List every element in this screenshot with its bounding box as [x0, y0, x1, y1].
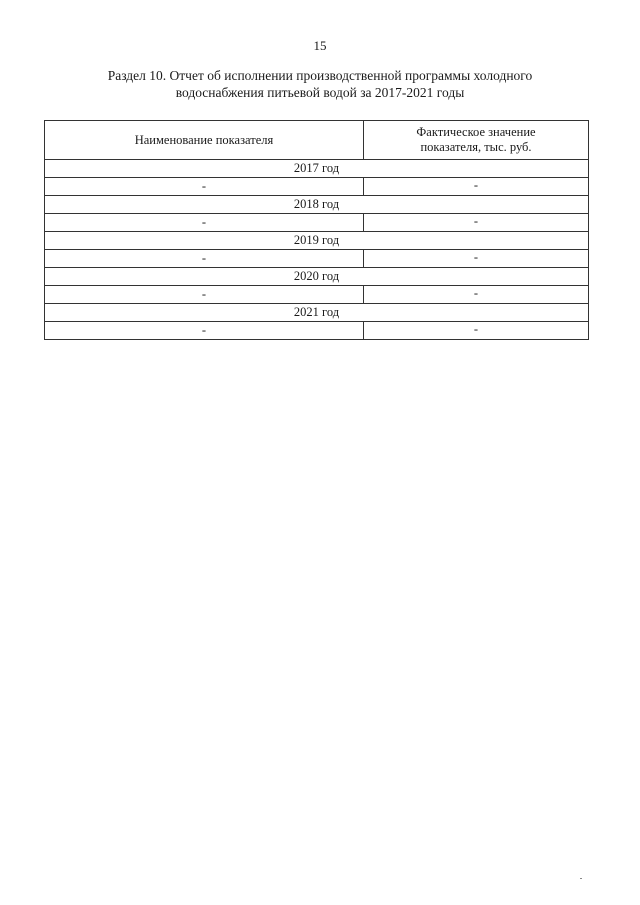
indicator-value-cell: -: [364, 178, 589, 196]
header-indicator-name: Наименование показателя: [45, 121, 364, 160]
year-label: 2017 год: [45, 160, 589, 178]
table-row: [45, 178, 589, 196]
indicator-value-cell: -: [364, 286, 589, 304]
year-row-2020: [45, 268, 589, 286]
header-actual-value: [364, 121, 589, 160]
indicator-name-cell: -: [45, 250, 364, 268]
table-row: [45, 250, 589, 268]
table-header-row: [45, 121, 589, 160]
indicator-name-cell: -: [45, 178, 364, 196]
year-label: 2019 год: [45, 232, 589, 250]
header-actual-value-line-2: показателя, тыс. руб.: [420, 140, 532, 154]
year-label: 2020 год: [45, 268, 589, 286]
header-actual-value-line-1: Фактическое значение: [416, 125, 536, 139]
table-row: [45, 214, 589, 232]
year-row-2021: [45, 304, 589, 322]
section-title-line-2: водоснабжения питьевой водой за 2017-2021 годы: [175, 85, 465, 100]
year-row-2018: [45, 196, 589, 214]
section-title-line-1: Раздел 10. Отчет об исполнении производственной программы холодного: [107, 68, 533, 83]
indicator-value-cell: -: [364, 322, 589, 340]
report-table: [44, 120, 589, 340]
table-row: [45, 322, 589, 340]
table-row: [45, 286, 589, 304]
section-title: [60, 67, 580, 101]
scan-speck: [580, 878, 582, 879]
year-label: 2021 год: [45, 304, 589, 322]
year-row-2017: [45, 160, 589, 178]
page-number: 15: [313, 38, 327, 53]
year-label: 2018 год: [45, 196, 589, 214]
indicator-value-cell: -: [364, 214, 589, 232]
indicator-name-cell: -: [45, 214, 364, 232]
indicator-name-cell: -: [45, 322, 364, 340]
indicator-value-cell: -: [364, 250, 589, 268]
indicator-name-cell: -: [45, 286, 364, 304]
year-row-2019: [45, 232, 589, 250]
